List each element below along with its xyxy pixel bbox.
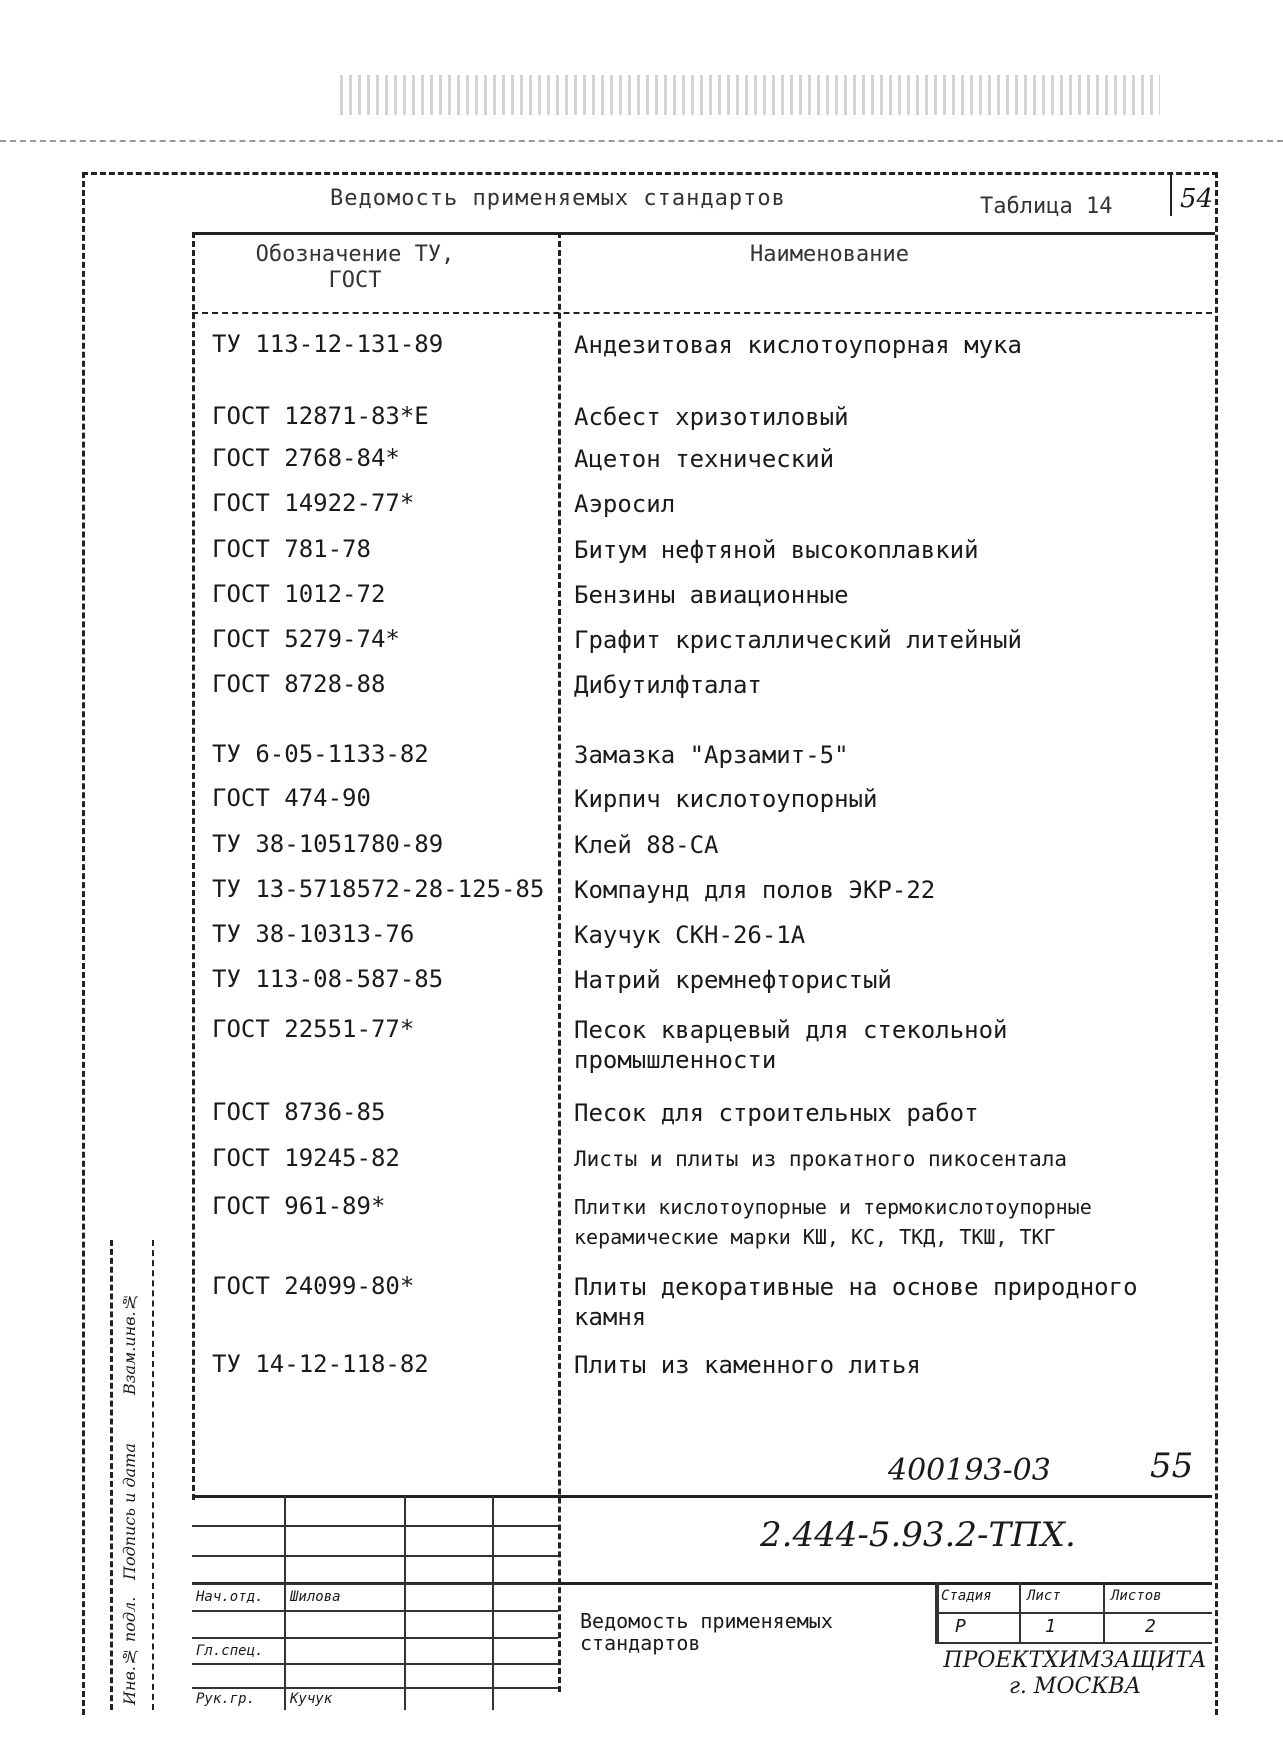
material-name: Аэросил <box>574 490 676 518</box>
role-head: Нач.отд. <box>196 1589 264 1605</box>
material-name: Ацетон технический <box>574 445 835 473</box>
standard-code: ГОСТ 12871-83*Е <box>212 402 429 430</box>
standard-code: ГОСТ 22551-77* <box>212 1015 415 1043</box>
stage-value: Р <box>955 1616 966 1637</box>
standard-code: ГОСТ 1012-72 <box>212 580 386 608</box>
material-name: Замазка "Арзамит-5" <box>574 741 849 769</box>
role-lead: Рук.гр. <box>196 1691 256 1707</box>
organization <box>940 1648 1210 1700</box>
standard-code: ГОСТ 5279-74* <box>212 625 400 653</box>
column-header-name: Наименование <box>750 242 909 267</box>
column-header-code: Обозначение ТУ, ГОСТ <box>255 242 455 293</box>
side-strip-left <box>110 1240 113 1710</box>
standard-code: ТУ 38-10313-76 <box>212 920 415 948</box>
column-separator <box>558 232 561 1692</box>
standard-code: ГОСТ 19245-82 <box>212 1144 400 1172</box>
standard-code: ТУ 14-12-118-82 <box>212 1350 429 1378</box>
stage-label: Стадия <box>941 1588 992 1604</box>
side-label-replaced: Взам.инв.№ <box>120 1292 139 1395</box>
side-label-inventory: Инв.№ подл. <box>120 1596 139 1705</box>
sheet-label: Лист <box>1027 1588 1061 1604</box>
material-name: Компаунд для полов ЭКР-22 <box>574 876 936 904</box>
organization-name: ПРОЕКТХИМЗАЩИТА <box>943 1648 1207 1673</box>
standard-code: ТУ 113-08-587-85 <box>212 965 444 993</box>
material-name: Плиты декоративные на основе природного камня <box>574 1273 1138 1331</box>
sheets-label: Листов <box>1111 1588 1162 1604</box>
organization-city: г. МОСКВА <box>1008 1674 1142 1699</box>
table-number: Таблица 14 <box>980 194 1113 219</box>
sheet-value: 1 <box>1045 1616 1056 1637</box>
document-code: 2.444-5.93.2-ТПХ. <box>760 1515 1076 1555</box>
scan-noise <box>340 75 1160 115</box>
standard-code: ГОСТ 961-89* <box>212 1192 386 1220</box>
material-name: Графит кристаллический литейный <box>574 626 1022 654</box>
material-name: Бензины авиационные <box>574 581 849 609</box>
standard-code: ГОСТ 474-90 <box>212 784 371 812</box>
inventory-number: 400193-03 <box>888 1453 1051 1488</box>
standard-code: ГОСТ 14922-77* <box>212 489 415 517</box>
side-label-signature: Подпись и дата <box>120 1443 139 1580</box>
standard-code: ГОСТ 8728-88 <box>212 670 386 698</box>
material-name: Каучук СКН-26-1А <box>574 921 806 949</box>
signer-name: Шилова <box>290 1589 341 1605</box>
material-name: Битум нефтяной высокоплавкий <box>574 536 979 564</box>
side-strip-right <box>152 1240 154 1710</box>
standard-code: ТУ 38-1051780-89 <box>212 830 444 858</box>
material-name: Песок для строительных работ <box>574 1099 979 1127</box>
standard-code: ГОСТ 781-78 <box>212 535 371 563</box>
document-name: Ведомость применяемых стандартов <box>580 1609 833 1655</box>
standard-code: ТУ 13-5718572-28-125-85 <box>212 875 545 903</box>
material-name: Асбест хризотиловый <box>574 403 849 431</box>
material-name: Песок кварцевый для стекольной промышленности <box>574 1016 1008 1074</box>
page-number: 54 <box>1180 184 1214 214</box>
standard-code: ТУ 6-05-1133-82 <box>212 740 429 768</box>
sheet-number: 55 <box>1150 1446 1194 1486</box>
header-separator <box>192 312 1212 314</box>
material-name: Клей 88-СА <box>574 831 719 859</box>
material-name: Дибутилфталат <box>574 671 762 699</box>
signature-grid <box>192 1495 558 1710</box>
material-name: Плиты из каменного литья <box>574 1351 921 1379</box>
standard-code: ГОСТ 24099-80* <box>212 1272 415 1300</box>
standard-code: ГОСТ 8736-85 <box>212 1098 386 1126</box>
standard-code: ГОСТ 2768-84* <box>212 444 400 472</box>
material-name: Кирпич кислотоупорный <box>574 785 878 813</box>
signer-name: Кучук <box>290 1691 333 1707</box>
material-name: Плитки кислотоупорные и термокислотоупорные керамические марки КШ, КС, ТКД, ТКШ, ТКГ <box>574 1195 1092 1249</box>
material-name: Натрий кремнефтористый <box>574 966 892 994</box>
material-name: Андезитовая кислотоупорная мука <box>574 331 1022 359</box>
sheets-value: 2 <box>1145 1616 1156 1637</box>
scan-noise-line <box>0 140 1283 142</box>
stage-block <box>935 1582 1212 1642</box>
role-chief: Гл.спец. <box>196 1643 264 1659</box>
standard-code: ТУ 113-12-131-89 <box>212 330 444 358</box>
page-title: Ведомость применяемых стандартов <box>330 186 786 211</box>
material-name: Листы и плиты из прокатного пикосентала <box>574 1147 1068 1171</box>
